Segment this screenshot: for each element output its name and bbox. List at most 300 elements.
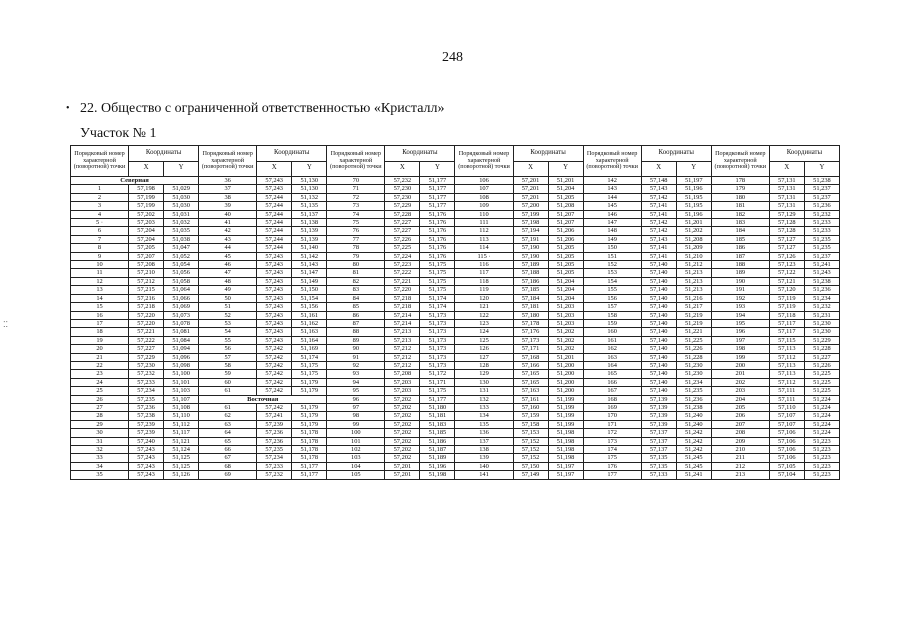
y-coordinate-cell: 51,235: [804, 244, 839, 252]
y-coordinate-cell: 51,177: [420, 395, 455, 403]
point-number-cell: 24: [71, 378, 129, 386]
x-coordinate-cell: 57,242: [257, 370, 292, 378]
point-number-cell: 167: [583, 387, 641, 395]
x-coordinate-cell: 57,173: [513, 336, 548, 344]
x-coordinate-cell: 57,135: [641, 462, 676, 470]
table-row: [71, 420, 840, 428]
y-coordinate-cell: 51,221: [676, 328, 711, 336]
point-number-cell: 196: [711, 328, 769, 336]
x-coordinate-cell: 57,139: [641, 403, 676, 411]
x-coordinate-cell: 57,152: [513, 454, 548, 462]
x-coordinate-cell: 57,131: [769, 177, 804, 185]
x-coordinate-cell: 57,140: [641, 294, 676, 302]
x-coordinate-cell: 57,141: [641, 244, 676, 252]
y-coordinate-cell: 51,038: [164, 235, 199, 243]
x-coordinate-cell: 57,140: [641, 269, 676, 277]
x-coordinate-cell: 57,150: [513, 462, 548, 470]
point-number-cell: 103: [327, 454, 385, 462]
point-number-cell: 89: [327, 336, 385, 344]
table-row: [71, 446, 840, 454]
y-coordinate-cell: 51,174: [420, 303, 455, 311]
x-coordinate-cell: 57,243: [257, 277, 292, 285]
point-number-cell: 137: [455, 437, 513, 445]
x-coordinate-cell: 57,202: [129, 210, 164, 218]
header-x: X: [513, 161, 548, 177]
y-coordinate-cell: 51,054: [164, 261, 199, 269]
y-coordinate-cell: 51,175: [420, 286, 455, 294]
point-number-cell: 188: [711, 261, 769, 269]
x-coordinate-cell: 57,142: [641, 227, 676, 235]
x-coordinate-cell: 57,131: [769, 202, 804, 210]
point-number-cell: 108: [455, 193, 513, 201]
x-coordinate-cell: 57,117: [769, 319, 804, 327]
y-coordinate-cell: 51,206: [548, 235, 583, 243]
point-number-cell: 116: [455, 261, 513, 269]
x-coordinate-cell: 57,212: [129, 277, 164, 285]
y-coordinate-cell: 51,238: [676, 403, 711, 411]
y-coordinate-cell: 51,213: [676, 269, 711, 277]
y-coordinate-cell: 51,225: [804, 370, 839, 378]
x-coordinate-cell: 57,199: [513, 210, 548, 218]
x-coordinate-cell: 57,229: [385, 202, 420, 210]
x-coordinate-cell: 57,243: [129, 454, 164, 462]
point-number-cell: 10: [71, 261, 129, 269]
point-number-cell: 205: [711, 403, 769, 411]
x-coordinate-cell: 57,244: [257, 227, 292, 235]
x-coordinate-cell: 57,243: [257, 294, 292, 302]
y-coordinate-cell: 51,200: [548, 378, 583, 386]
point-number-cell: 119: [455, 286, 513, 294]
y-coordinate-cell: 51,213: [676, 286, 711, 294]
point-number-cell: 172: [583, 429, 641, 437]
x-coordinate-cell: 57,199: [129, 202, 164, 210]
point-number-cell: 183: [711, 219, 769, 227]
x-coordinate-cell: 57,240: [129, 437, 164, 445]
x-coordinate-cell: 57,242: [257, 345, 292, 353]
y-coordinate-cell: 51,179: [292, 387, 327, 395]
y-coordinate-cell: 51,172: [420, 370, 455, 378]
y-coordinate-cell: 51,103: [164, 387, 199, 395]
header-x: X: [385, 161, 420, 177]
y-coordinate-cell: 51,125: [164, 454, 199, 462]
y-coordinate-cell: 51,216: [676, 294, 711, 302]
y-coordinate-cell: 51,031: [164, 210, 199, 218]
x-coordinate-cell: 57,232: [385, 177, 420, 185]
x-coordinate-cell: 57,243: [257, 311, 292, 319]
y-coordinate-cell: 51,174: [292, 353, 327, 361]
y-coordinate-cell: 51,234: [676, 378, 711, 386]
point-number-cell: 152: [583, 261, 641, 269]
x-coordinate-cell: 57,148: [641, 177, 676, 185]
x-coordinate-cell: 57,122: [769, 269, 804, 277]
y-coordinate-cell: 51,236: [804, 202, 839, 210]
point-number-cell: 142: [583, 177, 641, 185]
x-coordinate-cell: 57,190: [513, 244, 548, 252]
x-coordinate-cell: 57,220: [385, 286, 420, 294]
y-coordinate-cell: 51,178: [292, 454, 327, 462]
y-coordinate-cell: 51,176: [420, 252, 455, 260]
point-number-cell: 190: [711, 277, 769, 285]
x-coordinate-cell: 57,233: [129, 378, 164, 386]
y-coordinate-cell: 51,202: [548, 328, 583, 336]
point-number-cell: 99: [327, 420, 385, 428]
x-coordinate-cell: 57,224: [385, 252, 420, 260]
x-coordinate-cell: 57,190: [513, 252, 548, 260]
header-point-number: Порядковый номер характерной (поворотной) точки: [583, 146, 641, 177]
table-row: [71, 319, 840, 327]
x-coordinate-cell: 57,200: [513, 202, 548, 210]
y-coordinate-cell: 51,212: [676, 261, 711, 269]
point-number-cell: 123: [455, 319, 513, 327]
x-coordinate-cell: 57,243: [257, 261, 292, 269]
x-coordinate-cell: 57,243: [129, 471, 164, 479]
x-coordinate-cell: 57,232: [257, 471, 292, 479]
y-coordinate-cell: 51,150: [292, 286, 327, 294]
point-number-cell: 126: [455, 345, 513, 353]
x-coordinate-cell: 57,213: [385, 328, 420, 336]
point-number-cell: 179: [711, 185, 769, 193]
point-number-cell: 114: [455, 244, 513, 252]
y-coordinate-cell: 51,219: [676, 311, 711, 319]
x-coordinate-cell: 57,107: [769, 420, 804, 428]
x-coordinate-cell: 57,137: [641, 446, 676, 454]
point-number-cell: 207: [711, 420, 769, 428]
y-coordinate-cell: 51,223: [804, 437, 839, 445]
x-coordinate-cell: 57,202: [385, 429, 420, 437]
y-coordinate-cell: 51,196: [420, 462, 455, 470]
point-number-cell: 144: [583, 193, 641, 201]
y-coordinate-cell: 51,069: [164, 303, 199, 311]
point-number-cell: 110: [455, 210, 513, 218]
x-coordinate-cell: 57,239: [129, 420, 164, 428]
y-coordinate-cell: 51,173: [420, 328, 455, 336]
y-coordinate-cell: 51,201: [676, 219, 711, 227]
point-number-cell: 185: [711, 235, 769, 243]
y-coordinate-cell: 51,231: [804, 311, 839, 319]
y-coordinate-cell: 51,161: [292, 311, 327, 319]
y-coordinate-cell: 51,204: [548, 286, 583, 294]
x-coordinate-cell: 57,106: [769, 437, 804, 445]
point-number-cell: 132: [455, 395, 513, 403]
y-coordinate-cell: 51,238: [804, 177, 839, 185]
table-row: [71, 345, 840, 353]
point-number-cell: 17: [71, 319, 129, 327]
y-coordinate-cell: 51,175: [420, 261, 455, 269]
y-coordinate-cell: 51,235: [804, 235, 839, 243]
x-coordinate-cell: 57,203: [129, 219, 164, 227]
y-coordinate-cell: 51,200: [548, 361, 583, 369]
point-number-cell: 40: [199, 210, 257, 218]
y-coordinate-cell: 51,237: [804, 193, 839, 201]
x-coordinate-cell: 57,185: [513, 286, 548, 294]
point-number-cell: 139: [455, 454, 513, 462]
y-coordinate-cell: 51,179: [292, 403, 327, 411]
point-number-cell: 191: [711, 286, 769, 294]
point-number-cell: 100: [327, 429, 385, 437]
y-coordinate-cell: 51,078: [164, 319, 199, 327]
point-number-cell: 202: [711, 378, 769, 386]
table-row: [71, 303, 840, 311]
point-number-cell: 32: [71, 446, 129, 454]
y-coordinate-cell: 51,199: [548, 403, 583, 411]
point-number-cell: 87: [327, 319, 385, 327]
x-coordinate-cell: 57,143: [641, 185, 676, 193]
point-number-cell: 102: [327, 446, 385, 454]
point-number-cell: 115 ·: [455, 252, 513, 260]
point-number-cell: 63: [199, 420, 257, 428]
point-number-cell: 70: [327, 177, 385, 185]
y-coordinate-cell: 51,234: [804, 294, 839, 302]
x-coordinate-cell: 57,141: [641, 210, 676, 218]
point-number-cell: 192: [711, 294, 769, 302]
y-coordinate-cell: 51,177: [292, 471, 327, 479]
point-number-cell: 154: [583, 277, 641, 285]
point-number-cell: 94: [327, 378, 385, 386]
point-number-cell: 79: [327, 252, 385, 260]
point-number-cell: 57: [199, 353, 257, 361]
point-number-cell: 175: [583, 454, 641, 462]
x-coordinate-cell: 57,242: [257, 378, 292, 386]
header-coordinates: Координаты: [257, 146, 327, 162]
header-coordinates: Координаты: [769, 146, 839, 162]
x-coordinate-cell: 57,235: [129, 395, 164, 403]
x-coordinate-cell: 57,117: [769, 328, 804, 336]
x-coordinate-cell: 57,236: [257, 437, 292, 445]
y-coordinate-cell: 51,200: [548, 370, 583, 378]
y-coordinate-cell: 51,206: [548, 227, 583, 235]
table-row: [71, 227, 840, 235]
point-number-cell: 49: [199, 286, 257, 294]
header-x: X: [129, 161, 164, 177]
y-coordinate-cell: 51,233: [804, 227, 839, 235]
y-coordinate-cell: 51,197: [676, 177, 711, 185]
plot-subheading: Участок № 1: [80, 126, 157, 141]
x-coordinate-cell: 57,244: [257, 210, 292, 218]
point-number-cell: 210: [711, 446, 769, 454]
y-coordinate-cell: 51,137: [292, 210, 327, 218]
x-coordinate-cell: 57,143: [641, 235, 676, 243]
point-number-cell: 118: [455, 277, 513, 285]
point-number-cell: 71: [327, 185, 385, 193]
point-number-cell: 208: [711, 429, 769, 437]
x-coordinate-cell: 57,120: [769, 286, 804, 294]
x-coordinate-cell: 57,239: [257, 420, 292, 428]
point-number-cell: 105: [327, 471, 385, 479]
x-coordinate-cell: 57,115: [769, 336, 804, 344]
point-number-cell: 130: [455, 378, 513, 386]
y-coordinate-cell: 51,117: [164, 429, 199, 437]
y-coordinate-cell: 51,187: [420, 446, 455, 454]
point-number-cell: 156: [583, 294, 641, 302]
x-coordinate-cell: 57,203: [385, 387, 420, 395]
y-coordinate-cell: 51,101: [164, 378, 199, 386]
x-coordinate-cell: 57,189: [513, 261, 548, 269]
y-coordinate-cell: 51,223: [804, 471, 839, 479]
y-coordinate-cell: 51,227: [804, 353, 839, 361]
point-number-cell: 29: [71, 420, 129, 428]
header-coordinates: Координаты: [129, 146, 199, 162]
point-number-cell: 162: [583, 345, 641, 353]
y-coordinate-cell: 51,177: [420, 193, 455, 201]
y-coordinate-cell: 51,201: [548, 353, 583, 361]
point-number-cell: 8: [71, 244, 129, 252]
y-coordinate-cell: 51,125: [164, 462, 199, 470]
y-coordinate-cell: 51,081: [164, 328, 199, 336]
y-coordinate-cell: 51,179: [292, 420, 327, 428]
point-number-cell: 178: [711, 177, 769, 185]
y-coordinate-cell: 51,232: [804, 210, 839, 218]
y-coordinate-cell: 51,197: [548, 471, 583, 479]
y-coordinate-cell: 51,130: [292, 185, 327, 193]
y-coordinate-cell: 51,237: [804, 185, 839, 193]
y-coordinate-cell: 51,173: [420, 311, 455, 319]
x-coordinate-cell: 57,128: [769, 219, 804, 227]
header-y: Y: [548, 161, 583, 177]
table-row: [71, 177, 840, 185]
y-coordinate-cell: 51,030: [164, 193, 199, 201]
x-coordinate-cell: 57,221: [385, 277, 420, 285]
x-coordinate-cell: 57,230: [385, 185, 420, 193]
x-coordinate-cell: 57,152: [513, 437, 548, 445]
x-coordinate-cell: 57,140: [641, 319, 676, 327]
point-number-cell: 69: [199, 471, 257, 479]
point-number-cell: 67: [199, 454, 257, 462]
table-row: [71, 219, 840, 227]
x-coordinate-cell: 57,161: [513, 395, 548, 403]
point-number-cell: 117: [455, 269, 513, 277]
y-coordinate-cell: 51,242: [676, 429, 711, 437]
x-coordinate-cell: 57,113: [769, 361, 804, 369]
point-number-cell: 127: [455, 353, 513, 361]
x-coordinate-cell: 57,152: [513, 446, 548, 454]
y-coordinate-cell: 51,230: [676, 370, 711, 378]
y-coordinate-cell: 51,100: [164, 370, 199, 378]
x-coordinate-cell: 57,140: [641, 361, 676, 369]
x-coordinate-cell: 57,139: [641, 420, 676, 428]
y-coordinate-cell: 51,173: [420, 353, 455, 361]
point-number-cell: 113: [455, 235, 513, 243]
point-number-cell: 164: [583, 361, 641, 369]
x-coordinate-cell: 57,171: [513, 345, 548, 353]
y-coordinate-cell: 51,208: [676, 235, 711, 243]
x-coordinate-cell: 57,141: [641, 202, 676, 210]
x-coordinate-cell: 57,163: [513, 387, 548, 395]
y-coordinate-cell: 51,181: [420, 412, 455, 420]
y-coordinate-cell: 51,035: [164, 227, 199, 235]
point-number-cell: 64: [199, 429, 257, 437]
point-number-cell: 28: [71, 412, 129, 420]
table-row: [71, 277, 840, 285]
point-number-cell: 163: [583, 353, 641, 361]
y-coordinate-cell: 51,096: [164, 353, 199, 361]
point-number-cell: 48: [199, 277, 257, 285]
y-coordinate-cell: 51,174: [420, 294, 455, 302]
section-heading: 22. Общество с ограниченной ответственностью «Кристалл»: [80, 101, 445, 116]
table-row: [71, 378, 840, 386]
point-number-cell: 97: [327, 403, 385, 411]
table-row: [71, 235, 840, 243]
y-coordinate-cell: 51,175: [292, 370, 327, 378]
point-number-cell: 80: [327, 261, 385, 269]
x-coordinate-cell: 57,139: [641, 395, 676, 403]
x-coordinate-cell: 57,236: [129, 403, 164, 411]
table-row: [71, 395, 840, 403]
x-coordinate-cell: 57,243: [257, 303, 292, 311]
x-coordinate-cell: 57,242: [257, 387, 292, 395]
x-coordinate-cell: 57,228: [385, 210, 420, 218]
point-number-cell: 14: [71, 294, 129, 302]
point-number-cell: 209: [711, 437, 769, 445]
header-x: X: [769, 161, 804, 177]
header-y: Y: [292, 161, 327, 177]
y-coordinate-cell: 51,094: [164, 345, 199, 353]
y-coordinate-cell: 51,175: [420, 277, 455, 285]
point-number-cell: 7: [71, 235, 129, 243]
y-coordinate-cell: 51,225: [804, 378, 839, 386]
point-number-cell: 60: [199, 378, 257, 386]
point-number-cell: 3: [71, 202, 129, 210]
x-coordinate-cell: 57,198: [513, 219, 548, 227]
y-coordinate-cell: 51,177: [420, 202, 455, 210]
point-number-cell: 199: [711, 353, 769, 361]
header-coordinates: Координаты: [513, 146, 583, 162]
point-number-cell: 84: [327, 294, 385, 302]
header-point-number: Порядковый номер характерной (поворотной) точки: [711, 146, 769, 177]
point-number-cell: 6: [71, 227, 129, 235]
x-coordinate-cell: 57,142: [641, 219, 676, 227]
x-coordinate-cell: 57,202: [385, 446, 420, 454]
y-coordinate-cell: 51,202: [548, 336, 583, 344]
x-coordinate-cell: 57,106: [769, 446, 804, 454]
point-number-cell: 86: [327, 311, 385, 319]
y-coordinate-cell: 51,219: [676, 319, 711, 327]
y-coordinate-cell: 51,203: [548, 311, 583, 319]
y-coordinate-cell: 51,171: [420, 378, 455, 386]
point-number-cell: 68: [199, 462, 257, 470]
y-coordinate-cell: 51,173: [420, 345, 455, 353]
x-coordinate-cell: 57,244: [257, 219, 292, 227]
x-coordinate-cell: 57,133: [641, 471, 676, 479]
x-coordinate-cell: 57,140: [641, 336, 676, 344]
y-coordinate-cell: 51,098: [164, 361, 199, 369]
point-number-cell: 153: [583, 269, 641, 277]
table-row: [71, 353, 840, 361]
y-coordinate-cell: 51,233: [804, 219, 839, 227]
point-number-cell: 180: [711, 193, 769, 201]
x-coordinate-cell: 57,226: [385, 235, 420, 243]
point-number-cell: 61: [199, 387, 257, 395]
x-coordinate-cell: 57,178: [513, 319, 548, 327]
y-coordinate-cell: 51,138: [292, 219, 327, 227]
point-number-cell: 56: [199, 345, 257, 353]
point-number-cell: 59: [199, 370, 257, 378]
x-coordinate-cell: 57,128: [769, 227, 804, 235]
x-coordinate-cell: 57,218: [385, 303, 420, 311]
x-coordinate-cell: 57,218: [129, 303, 164, 311]
x-coordinate-cell: 57,210: [129, 269, 164, 277]
y-coordinate-cell: 51,224: [804, 420, 839, 428]
point-number-cell: 133: [455, 403, 513, 411]
point-number-cell: 160: [583, 328, 641, 336]
x-coordinate-cell: 57,208: [129, 261, 164, 269]
x-coordinate-cell: 57,220: [129, 311, 164, 319]
y-coordinate-cell: 51,223: [804, 454, 839, 462]
point-number-cell: 138: [455, 446, 513, 454]
y-coordinate-cell: 51,163: [292, 328, 327, 336]
y-coordinate-cell: 51,130: [292, 177, 327, 185]
x-coordinate-cell: 57,229: [129, 353, 164, 361]
y-coordinate-cell: 51,223: [804, 462, 839, 470]
